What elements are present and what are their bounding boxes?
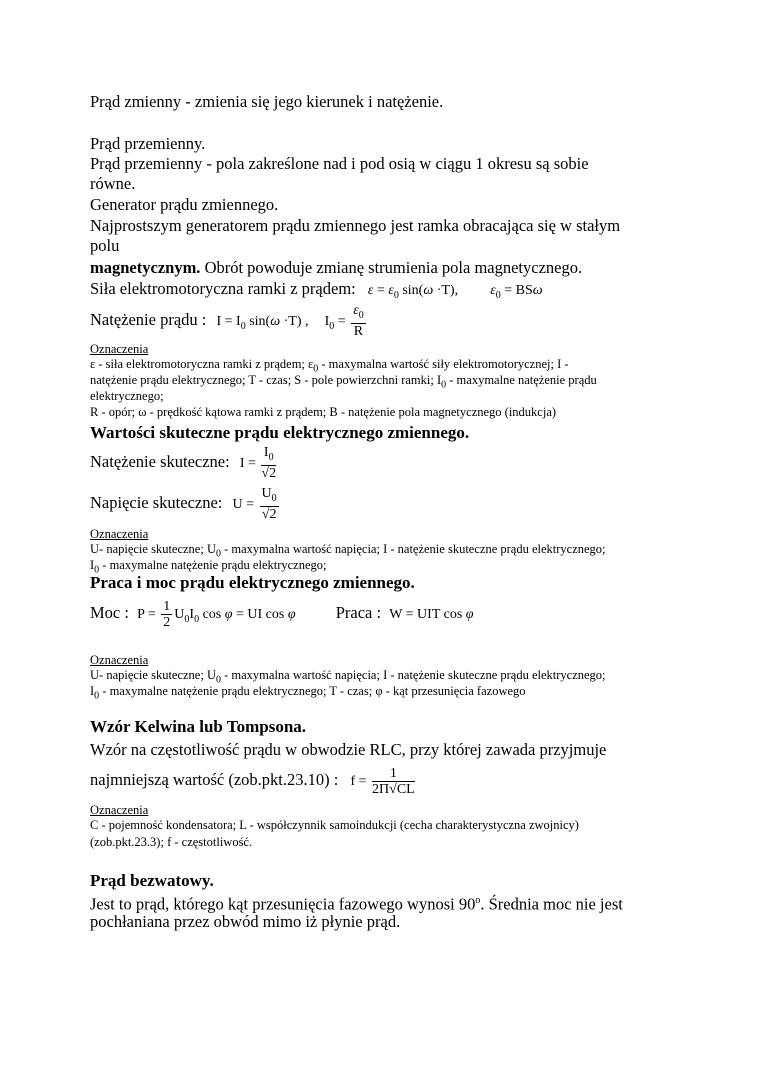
rms-voltage-line: [90, 481, 281, 527]
legend-row: C - pojemność kondensatora; L - współczynnik samoindukcji (cecha charakterystyczna zwojnicy): [90, 818, 579, 832]
text-span: Obrót powoduje zmianę strumienia pola magnetycznego.: [200, 258, 583, 277]
text-line: równe.: [90, 174, 136, 193]
text-span: U- napięcie skuteczne; U: [90, 668, 216, 682]
text-span: ε - siła elektromotoryczna ramki z prądem; ε: [90, 357, 314, 371]
text-span: - maxymalne natężenie prądu: [446, 373, 597, 387]
text-span: U- napięcie skuteczne; U: [90, 542, 216, 556]
formula-label: najmniejszą wartość (zob.pkt.23.10) :: [90, 770, 339, 789]
legend-label: Oznaczenia: [90, 653, 149, 667]
text-line: [90, 258, 582, 278]
legend-label: Oznaczenia: [90, 803, 149, 817]
legend-label: Oznaczenia: [90, 527, 149, 541]
text-line: Prąd przemienny - pola zakreślone nad i pod osią w ciągu 1 okresu są sobie: [90, 154, 589, 173]
text-span: - maxymalna wartość siły elektromotorycznej; I -: [318, 357, 569, 371]
text-span: - maxymalne natężenie prądu elektrycznego; T - czas; φ - kąt przesunięcia fazowego: [99, 684, 526, 698]
formula-label: Natężenie skuteczne:: [90, 452, 230, 471]
degree-superscript: o: [475, 895, 481, 906]
text-line: polu: [90, 236, 120, 255]
formula-label: Natężenie prądu :: [90, 310, 207, 329]
emf0-formula: $\varepsilon_0 = BS\omega$: [490, 283, 543, 301]
power-formula: P = $\frac{1}{2}$ $U_0I_0$ cos φ = UI cos φ: [137, 598, 296, 630]
text-line: Generator prądu zmiennego.: [90, 195, 279, 214]
legend-row: (zob.pkt.23.3); f - częstotliwość.: [90, 835, 253, 849]
text-line: Prąd przemienny.: [90, 134, 206, 153]
section-title: Praca i moc prądu elektrycznego zmiennego.: [90, 573, 415, 592]
text-span: . Średnia moc nie jest: [480, 894, 623, 914]
frequency-formula: f = $\frac{1}{2\Pi√CL}$: [350, 765, 415, 797]
text-span: - maxymalna wartość napięcia; I - natężenie skuteczne prądu elektrycznego;: [220, 668, 606, 682]
bold-word: magnetycznym.: [90, 258, 201, 277]
formula-label: Praca :: [335, 603, 382, 622]
text-line: Najprostszym generatorem prądu zmiennego jest ramka obracająca się w stałym: [90, 216, 621, 235]
section-title: Wzór Kelwina lub Tompsona.: [90, 717, 307, 736]
i0-formula: $I_0$ = $\frac{\varepsilon_0}{R}$: [324, 303, 364, 340]
section-title: Prąd bezwatowy.: [90, 871, 214, 890]
text-span: - maxymalne natężenie prądu elektrycznego;: [99, 558, 327, 572]
legend-row: ε - siła elektromotoryczna ramki z prądem; $\varepsilon_0$ - maxymalna wartość siły elektromotorycznej; I -: [90, 357, 569, 375]
legend-row: R - opór; ω - prędkość kątowa ramki z prądem; B - natężenie pola magnetycznego (indukcja): [90, 405, 557, 419]
text-span: I: [90, 558, 95, 572]
rms-voltage-formula: U = $\frac{U_0}{√2}$: [232, 486, 277, 523]
rms-current-line: [90, 440, 278, 486]
emf-formula: $\varepsilon = \varepsilon_0$ sin(ω ·T),: [367, 283, 459, 301]
formula-label: Moc :: [90, 603, 129, 622]
text-span: natężenie prądu elektrycznego; T - czas; S - pole powierzchni ramki; I: [90, 373, 442, 387]
text-span: Jest to prąd, którego kąt przesunięcia fazowego wynosi 90: [90, 894, 476, 914]
legend-row: $I_0$ - maxymalne natężenie prądu elektrycznego; T - czas; φ - kąt przesunięcia fazowego: [90, 684, 526, 702]
section-title: Wartości skuteczne prądu elektrycznego zmiennego.: [90, 423, 470, 442]
power-formula-line: [90, 593, 474, 640]
current-formula: $I = I_0$ sin(ω ·T) ,: [216, 314, 309, 332]
legend-row: elektrycznego;: [90, 389, 164, 403]
text-line: Prąd zmienny - zmienia się jego kierunek i natężenie.: [90, 92, 444, 111]
work-formula: W = UIT cos φ: [389, 607, 474, 622]
formula-label: Napięcie skuteczne:: [90, 493, 223, 512]
legend-row: natężenie prądu elektrycznego; T - czas; S - pole powierzchni ramki; $I_0$ - maxymalne natężenie prądu: [90, 373, 597, 391]
legend-label: Oznaczenia: [90, 342, 149, 356]
rms-current-formula: I = $\frac{I_0}{√2}$: [239, 445, 277, 482]
text-line: pochłaniana przez obwód mimo iż płynie prąd.: [90, 912, 401, 931]
text-line: [90, 891, 623, 915]
text-line: Wzór na częstotliwość prądu w obwodzie RLC, przy której zawada przyjmuje: [90, 740, 607, 759]
legend-row: U- napięcie skuteczne; $U_0$ - maxymalna wartość napięcia; I - natężenie skuteczne prądu elektrycznego;: [90, 668, 606, 686]
text-span: - maxymalna wartość napięcia; I - natężenie skuteczne prądu elektrycznego;: [220, 542, 606, 556]
legend-row: U- napięcie skuteczne; $U_0$ - maxymalna wartość napięcia; I - natężenie skuteczne prądu elektrycznego;: [90, 542, 606, 560]
text-span: I: [90, 684, 95, 698]
frequency-formula-line: [90, 760, 417, 802]
formula-label: Siła elektromotoryczna ramki z prądem:: [90, 279, 356, 298]
legend-row: $I_0$ - maxymalne natężenie prądu elektrycznego;: [90, 558, 327, 576]
